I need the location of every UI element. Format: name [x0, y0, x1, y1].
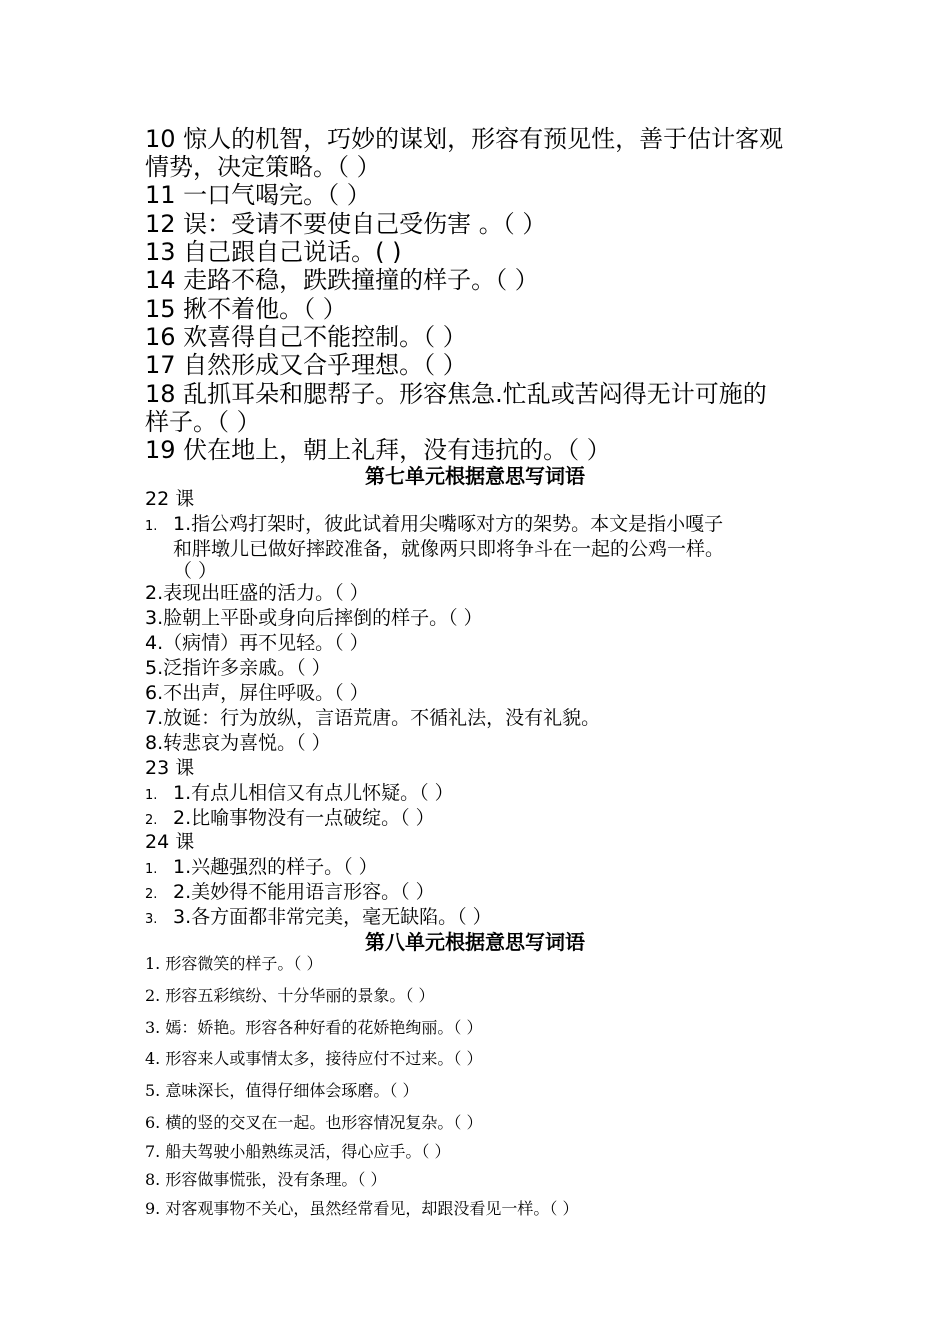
lesson23-label: 23 课	[145, 757, 195, 779]
lesson22-item-1-line-2: 和胖墩儿已做好摔跤准备，就像两只即将争斗在一起的公鸡一样。	[173, 538, 725, 560]
unit8-item-2: 2. 形容五彩缤纷、十分华丽的景象。（ ）	[145, 986, 435, 1005]
item-16: 16 欢喜得自己不能控制。（ ）	[145, 323, 467, 351]
list-marker: 2.	[145, 813, 158, 828]
lesson22-item-1-line-3: （ ）	[173, 560, 218, 582]
unit8-item-5: 5. 意味深长，值得仔细体会琢磨。（ ）	[145, 1081, 419, 1100]
lesson23-item-2: 2. 2.比喻事物没有一点破绽。（ ）	[145, 807, 435, 829]
item-15: 15 揪不着他。（ ）	[145, 295, 347, 323]
unit8-item-9: 9. 对客观事物不关心，虽然经常看见，却跟没看见一样。（ ）	[145, 1199, 579, 1218]
lesson22-item-2: 2.表现出旺盛的活力。（ ）	[145, 582, 369, 604]
lesson24-item-2: 2. 2.美妙得不能用语言形容。（ ）	[145, 881, 435, 903]
unit8-heading: 第八单元根据意思写词语	[365, 930, 585, 954]
unit8-item-6: 6. 横的竖的交叉在一起。也形容情况复杂。（ ）	[145, 1113, 483, 1132]
lesson22-item-3: 3.脸朝上平卧或身向后摔倒的样子。（ ）	[145, 607, 483, 629]
lesson23-item-1: 1. 1.有点儿相信又有点儿怀疑。（ ）	[145, 782, 454, 804]
list-marker: 1.	[145, 788, 158, 803]
unit8-item-7: 7. 船夫驾驶小船熟练灵活，得心应手。（ ）	[145, 1142, 451, 1161]
item-11: 11 一口气喝完。（ ）	[145, 181, 371, 209]
unit8-item-8: 8. 形容做事慌张，没有条理。（ ）	[145, 1170, 387, 1189]
list-marker: 1.	[145, 862, 158, 877]
item-10-line-1: 10 惊人的机智，巧妙的谋划，形容有预见性，善于估计客观	[145, 125, 784, 153]
lesson22-item-1-line-1: 1. 1.指公鸡打架时，彼此试着用尖嘴啄对方的架势。本文是指小嘎子	[145, 513, 724, 535]
list-marker: 2.	[145, 887, 158, 902]
item-18-line-2: 样子。（ ）	[145, 408, 261, 436]
unit7-heading: 第七单元根据意思写词语	[365, 464, 585, 488]
item-14: 14 走路不稳，跌跌撞撞的样子。（ ）	[145, 266, 539, 294]
lesson22-label: 22 课	[145, 488, 195, 510]
lesson24-item-1: 1. 1.兴趣强烈的样子。（ ）	[145, 856, 378, 878]
lesson24-item-3: 3. 3.各方面都非常完美，毫无缺陷。（ ）	[145, 906, 492, 928]
lesson22-item-4: 4.（病情）再不见轻。（ ）	[145, 632, 369, 654]
lesson24-label: 24 课	[145, 831, 195, 853]
unit8-item-3: 3. 嫣：娇艳。形容各种好看的花娇艳绚丽。（ ）	[145, 1018, 483, 1037]
lesson22-item-8: 8.转悲哀为喜悦。（ ）	[145, 732, 331, 754]
list-marker: 1.	[145, 519, 158, 534]
item-13: 13 自己跟自己说话。( )	[145, 238, 402, 266]
lesson22-item-7: 7.放诞：行为放纵，言语荒唐。不循礼法，没有礼貌。	[145, 707, 601, 729]
lesson22-item-5: 5.泛指许多亲戚。（ ）	[145, 657, 331, 679]
lesson22-item-6: 6.不出声，屏住呼吸。（ ）	[145, 682, 369, 704]
item-17: 17 自然形成又合乎理想。（ ）	[145, 351, 467, 379]
item-12: 12 误：受请不要使自己受伤害 。（ ）	[145, 210, 547, 238]
unit8-item-4: 4. 形容来人或事情太多，接待应付不过来。（ ）	[145, 1049, 483, 1068]
item-10-line-2: 情势，决定策略。（ ）	[145, 153, 381, 181]
unit8-item-1: 1. 形容微笑的样子。（ ）	[145, 954, 323, 973]
list-marker: 3.	[145, 912, 158, 927]
item-18-line-1: 18 乱抓耳朵和腮帮子。形容焦急.忙乱或苦闷得无计可施的	[145, 380, 767, 408]
item-19: 19 伏在地上，朝上礼拜，没有违抗的。（ ）	[145, 436, 611, 464]
